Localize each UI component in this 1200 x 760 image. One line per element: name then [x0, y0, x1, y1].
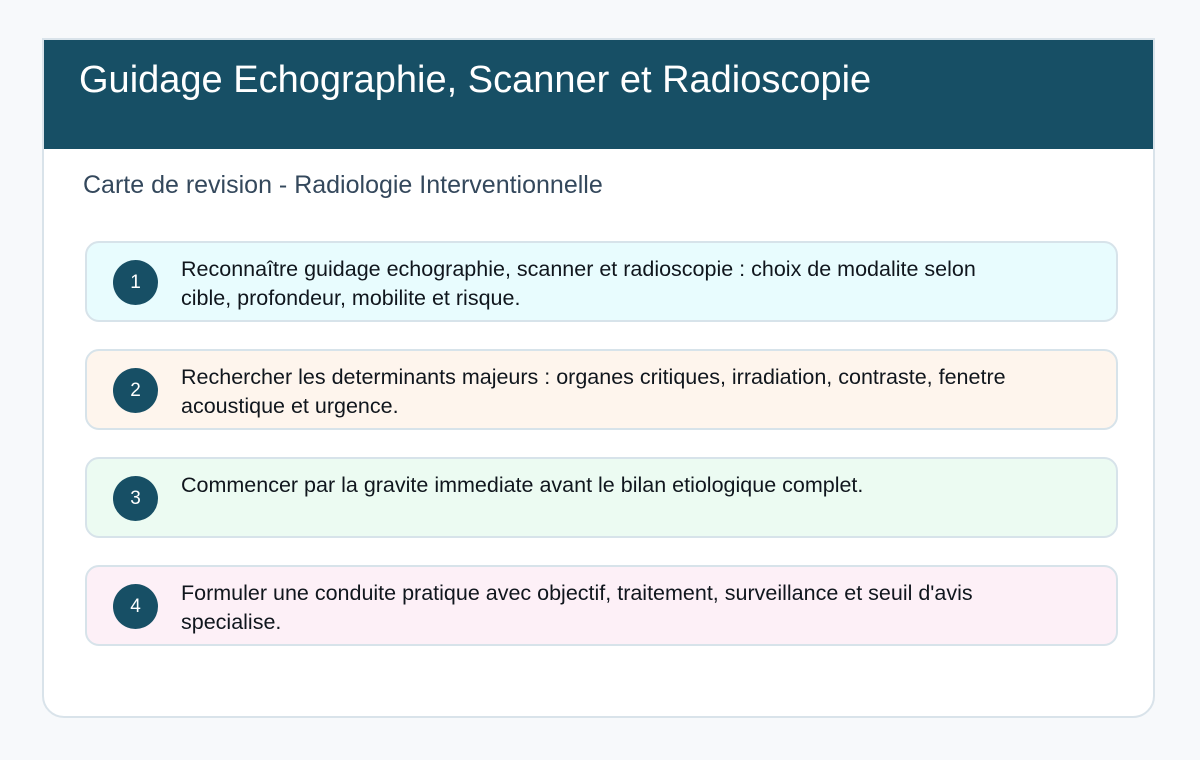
card-subtitle: Carte de revision - Radiologie Interventionnelle: [83, 171, 603, 199]
list-item: [85, 565, 1118, 646]
list-item: [85, 457, 1118, 538]
item-number-badge: 4: [113, 584, 158, 629]
item-text: Formuler une conduite pratique avec objectif, traitement, surveillance et seuil d'avis specialise.: [181, 581, 973, 634]
item-number-badge: 3: [113, 476, 158, 521]
item-number-badge: 2: [113, 368, 158, 413]
item-text: Commencer par la gravite immediate avant le bilan etiologique complet.: [181, 473, 864, 497]
card-header: [42, 38, 1155, 149]
revision-card: [42, 38, 1155, 718]
card-title: Guidage Echographie, Scanner et Radioscopie: [79, 59, 872, 101]
list-item: [85, 241, 1118, 322]
item-text: Reconnaître guidage echographie, scanner et radioscopie : choix de modalite selon cible, profondeur, mobilite et risque.: [181, 257, 976, 310]
item-number-badge: 1: [113, 260, 158, 305]
list-item: [85, 349, 1118, 430]
item-text: Rechercher les determinants majeurs : organes critiques, irradiation, contraste, fenetre acoustique et urgence.: [181, 365, 1006, 418]
